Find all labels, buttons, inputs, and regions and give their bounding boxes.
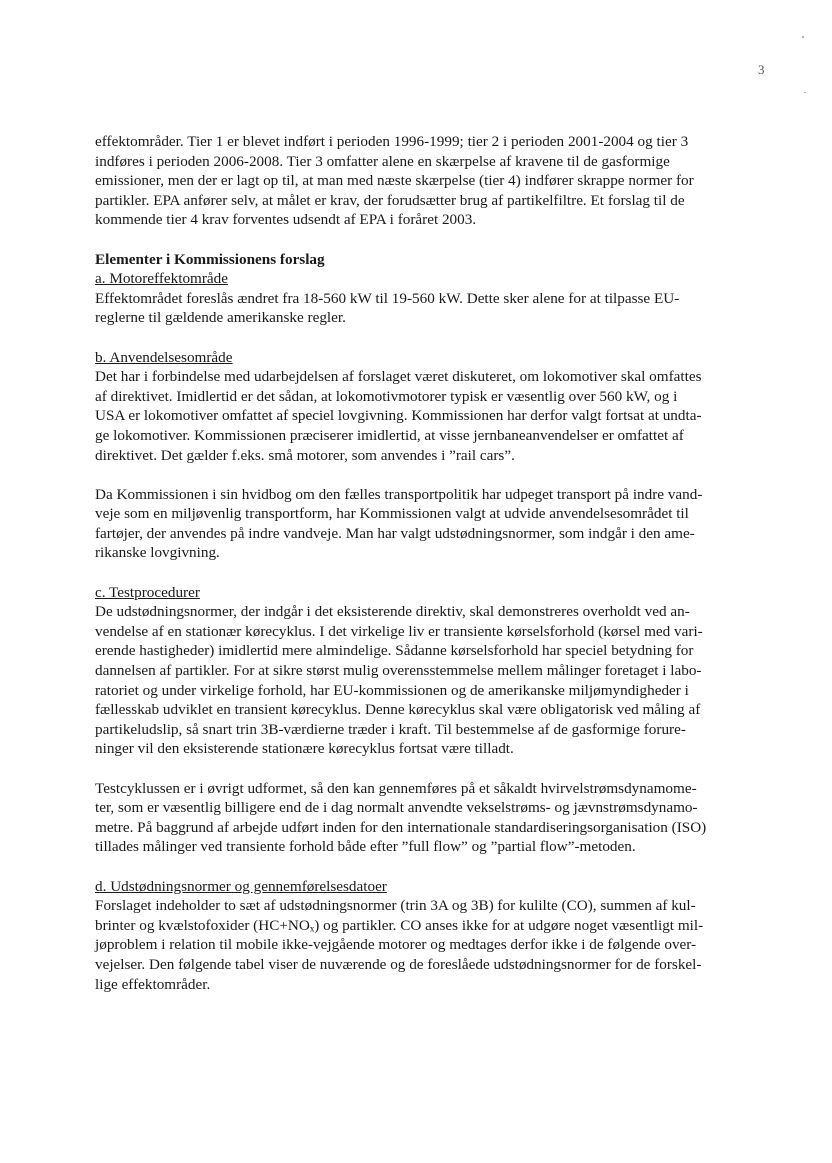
text-line: rikanske lovgivning. xyxy=(95,544,220,562)
text-line: fartøjer, der anvendes på indre vandveje. Man har valgt udstødningsnormer, som indgår i den ame- xyxy=(95,524,695,542)
intro-paragraph xyxy=(95,132,757,230)
text-line: USA er lokomotiver omfattet af speciel lovgivning. Kommissionen har derfor valgt fortsat at undta- xyxy=(95,407,702,425)
scan-speck xyxy=(802,36,804,38)
text-line: lige effektområder. xyxy=(95,975,211,993)
text-line: Effektområdet foreslås ændret fra 18-560 kW til 19-560 kW. Dette sker alene for at tilpasse EU- xyxy=(95,289,680,307)
text-line: Forslaget indeholder to sæt af udstødningsnormer (trin 3A og 3B) for kulilte (CO), summen af kul- xyxy=(95,897,696,915)
text-line: fællesskab udviklet en transient kørecyklus. Denne kørecyklus skal være obligatorisk ved måling af xyxy=(95,701,701,719)
subsection-title-motoreffektomraade: a. Motoreffektområde xyxy=(95,270,228,288)
text-line: Det har i forbindelse med udarbejdelsen af forslaget været diskuteret, om lokomotiver skal omfattes xyxy=(95,368,702,386)
text-line: erende hastigheder) imidlertid mere almindelige. Sådanne kørselsforhold har speciel betydning for xyxy=(95,642,694,660)
text-line: emissioner, men der er lagt op til, at man med næste skærpelse (tier 4) indfører skrappe normer for xyxy=(95,172,694,190)
text-line: ter, som er væsentlig billigere end de i dag normalt anvendte vekselstrøms- og jævnstrømsdynamo- xyxy=(95,799,698,817)
text-line: jøproblem i relation til mobile ikke-vejgående motorer og medtages derfor ikke i de følgende over- xyxy=(95,936,697,954)
paragraph xyxy=(95,779,757,857)
text-line: dannelsen af partikler. For at sikre størst mulig overensstemmelse mellem målinger foretaget i labo- xyxy=(95,662,702,680)
section-heading: Elementer i Kommissionens forslag xyxy=(95,250,325,268)
text-line: kommende tier 4 krav forventes udsendt af EPA i foråret 2003. xyxy=(95,211,477,229)
paragraph xyxy=(95,289,757,328)
text-line: veje som en miljøvenlig transportform, har Kommissionen valgt at udvide anvendelsesområdet til xyxy=(95,505,689,523)
text-line: Testcyklussen er i øvrigt udformet, så den kan gennemføres på et såkaldt hvirvelstrømsdynamome- xyxy=(95,779,697,797)
text-line: partikeludslip, så snart trin 3B-værdierne træder i kraft. Til bestemmelse af de gasformige forure- xyxy=(95,720,686,738)
text-line: effektområder. Tier 1 er blevet indført i perioden 1996-1999; tier 2 i perioden 2001-2004 og tier 3 xyxy=(95,133,689,150)
text-line: tillades målinger ved transiente forhold både efter ”full flow” og ”partial flow”-metoden. xyxy=(95,838,636,856)
text-line: af direktivet. Imidlertid er det sådan, at lokomotivmotorer typisk er væsentlig over 560 kW, og i xyxy=(95,387,678,405)
scan-speck xyxy=(804,92,806,93)
text-line: De udstødningsnormer, der indgår i det eksisterende direktiv, skal demonstreres overholdt ved an- xyxy=(95,603,690,621)
paragraph xyxy=(95,367,757,465)
text-line: direktivet. Det gælder f.eks. små motorer, som anvendes i ”rail cars”. xyxy=(95,446,515,464)
subsection-title-anvendelsesomraade: b. Anvendelsesområde xyxy=(95,348,233,366)
document-body xyxy=(95,132,757,994)
text-line: Da Kommissionen i sin hvidbog om den fælles transportpolitik har udpeget transport på indre vand- xyxy=(95,485,703,503)
subsection-title-udstoedningsnormer: d. Udstødningsnormer og gennemførelsesdatoer xyxy=(95,877,387,895)
text-line: brinter og kvælstofoxider (HC+NOₓ) og partikler. CO anses ikke for at udgøre noget væsentligt mil- xyxy=(95,916,704,934)
subsection-title-testprocedurer: c. Testprocedurer xyxy=(95,583,200,601)
text-line: vejelser. Den følgende tabel viser de nuværende og de foreslåede udstødningsnormer for de forskel- xyxy=(95,955,702,973)
text-line: metre. På baggrund af arbejde udført inden for den internationale standardiseringsorganisation (ISO) xyxy=(95,818,707,836)
text-line: ninger vil den eksisterende stationære kørecyklus fortsat være tilladt. xyxy=(95,740,514,758)
page-number: 3 xyxy=(758,62,765,77)
text-line: ge lokomotiver. Kommissionen præciserer imidlertid, at visse jernbaneanvendelser er omfattet af xyxy=(95,426,684,444)
text-line: ratoriet og under virkelige forhold, har EU-kommissionen og de amerikanske miljømyndigheder i xyxy=(95,681,689,699)
paragraph xyxy=(95,602,757,759)
paragraph xyxy=(95,485,757,563)
text-line: indføres i perioden 2006-2008. Tier 3 omfatter alene en skærpelse af kravene til de gasformige xyxy=(95,152,670,170)
text-line: reglerne til gældende amerikanske regler. xyxy=(95,309,346,327)
text-line: vendelse af en stationær kørecyklus. I det virkelige liv er transiente kørselsforhold (kørsel med vari- xyxy=(95,622,703,640)
paragraph xyxy=(95,896,757,994)
text-line: partikler. EPA anfører selv, at målet er krav, der forudsætter brug af partikelfiltre. Et forslag til de xyxy=(95,191,685,209)
